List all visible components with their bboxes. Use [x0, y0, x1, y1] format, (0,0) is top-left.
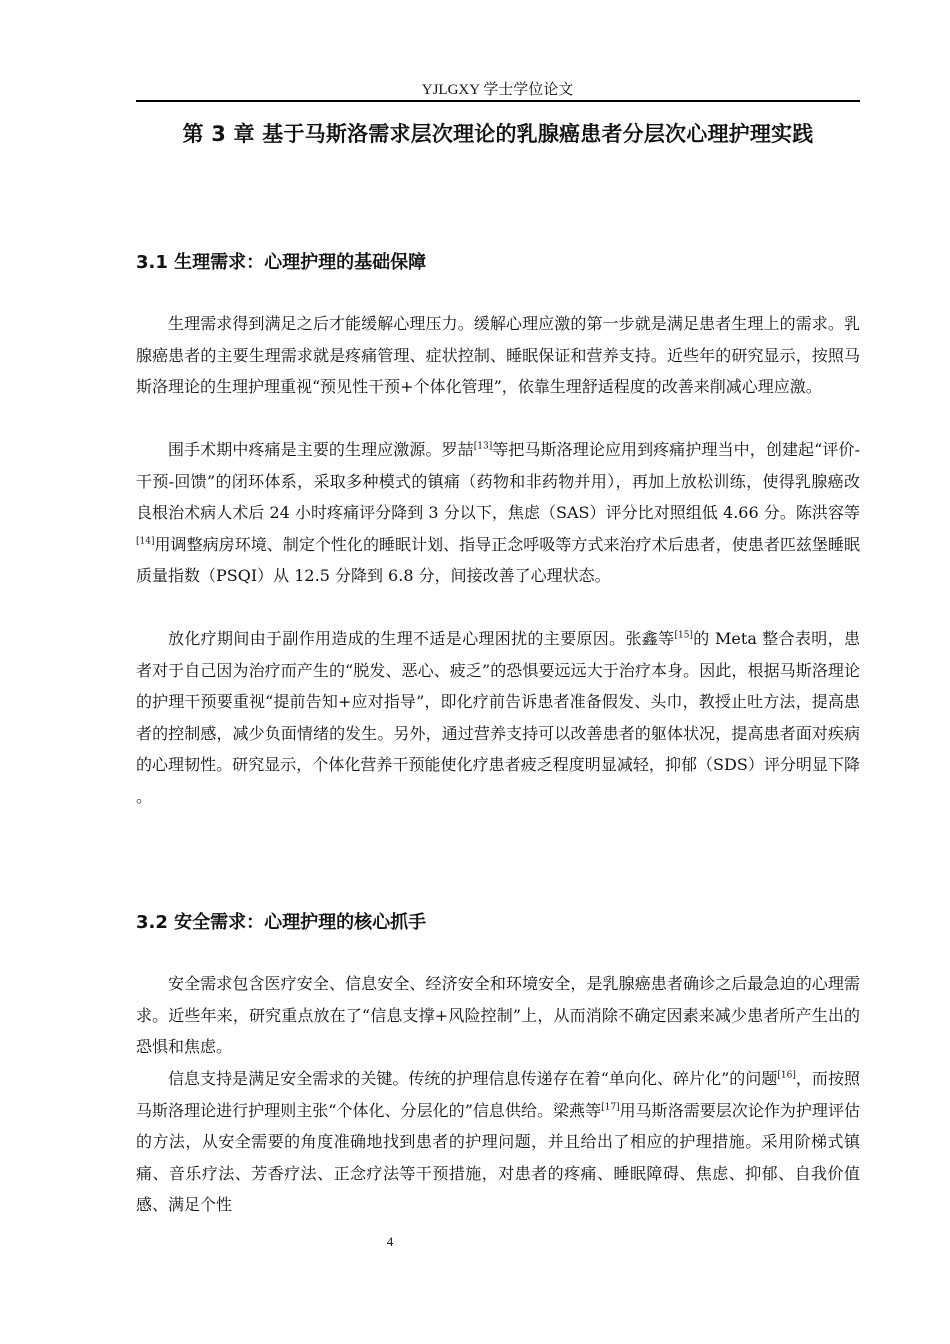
citation-ref[interactable]: [17] — [601, 1102, 620, 1113]
page-number: 4 — [386, 1234, 394, 1249]
citation-ref[interactable]: [15] — [674, 630, 693, 641]
paragraph: 围手术期中疼痛是主要的生理应激源。罗喆[13]等把马斯洛理论应用到疼痛护理当中，创建起“评价-干预-回馈”的闭环体系，采取多种模式的镇痛（药物和非药物并用），再加上放松训练，使得乳腺癌改良根治术病人术后 24 小时疼痛评分降到 3 分以下，焦虑（SAS）评分比对照组低 4.66 分。陈洪容等[14]用调整病房环境、制定个性化的睡眠计划、指导正念呼吸等方式来治疗术后患者，使患者匹兹堡睡眠质量指数（PSQI）从 12.5 分降到 6.8 分，间接改善了心理状态。 — [136, 440, 860, 585]
paragraph: 信息支持是满足安全需求的关键。传统的护理信息传递存在着“单向化、碎片化”的问题[16]，而按照马斯洛理论进行护理则主张“个体化、分层化的”信息供给。梁燕等[17]用马斯洛需要层次论作为护理评估的方法，从安全需要的角度准确地找到患者的护理问题，并且给出了相应的护理措施。采用阶梯式镇痛、音乐疗法、芳香疗法、正念疗法等干预措施，对患者的疼痛、睡眠障碍、焦虑、抑郁、自我价值感、满足个性 — [136, 1069, 860, 1214]
header-rule — [136, 100, 860, 102]
paragraph: 安全需求包含医疗安全、信息安全、经济安全和环境安全，是乳腺癌患者确诊之后最急迫的心理需求。近些年来，研究重点放在了“信息支撑+风险控制”上，从而消除不确定因素来减少患者所产生出的恐惧和焦虑。 — [136, 974, 860, 1056]
running-header: YJLGXY 学士学位论文 — [421, 82, 574, 98]
citation-ref[interactable]: [16] — [777, 1070, 796, 1081]
chapter-title: 第 3 章 基于马斯洛需求层次理论的乳腺癌患者分层次心理护理实践 — [182, 122, 814, 146]
citation-ref[interactable]: [14] — [136, 536, 155, 547]
section-title-3-1: 3.1 生理需求：心理护理的基础保障 — [136, 252, 427, 273]
paragraph: 放化疗期间由于副作用造成的生理不适是心理困扰的主要原因。张鑫等[15]的 Meta 整合表明，患者对于自己因为治疗而产生的“脱发、恶心、疲乏”的恐惧要远远大于治疗本身。因此，根据马斯洛理论的护理干预要重视“提前告知+应对指导”，即化疗前告诉患者准备假发、头巾，教授止吐方法，提高患者的控制感，减少负面情绪的发生。另外，通过营养支持可以改善患者的躯体状况，提高患者面对疾病的心理韧性。研究显示，个体化营养干预能使化疗患者疲乏程度明显减轻，抑郁（SDS）评分明显下降 。 — [136, 629, 860, 806]
citation-ref[interactable]: [13] — [473, 441, 493, 452]
paragraph: 生理需求得到满足之后才能缓解心理压力。缓解心理应激的第一步就是满足患者生理上的需求。乳腺癌患者的主要生理需求就是疼痛管理、症状控制、睡眠保证和营养支持。近些年的研究显示，按照马斯洛理论的生理护理重视“预见性干预+个体化管理”，依靠生理舒适程度的改善来削减心理应激。 — [136, 314, 860, 396]
section-title-3-2: 3.2 安全需求：心理护理的核心抓手 — [136, 912, 427, 933]
